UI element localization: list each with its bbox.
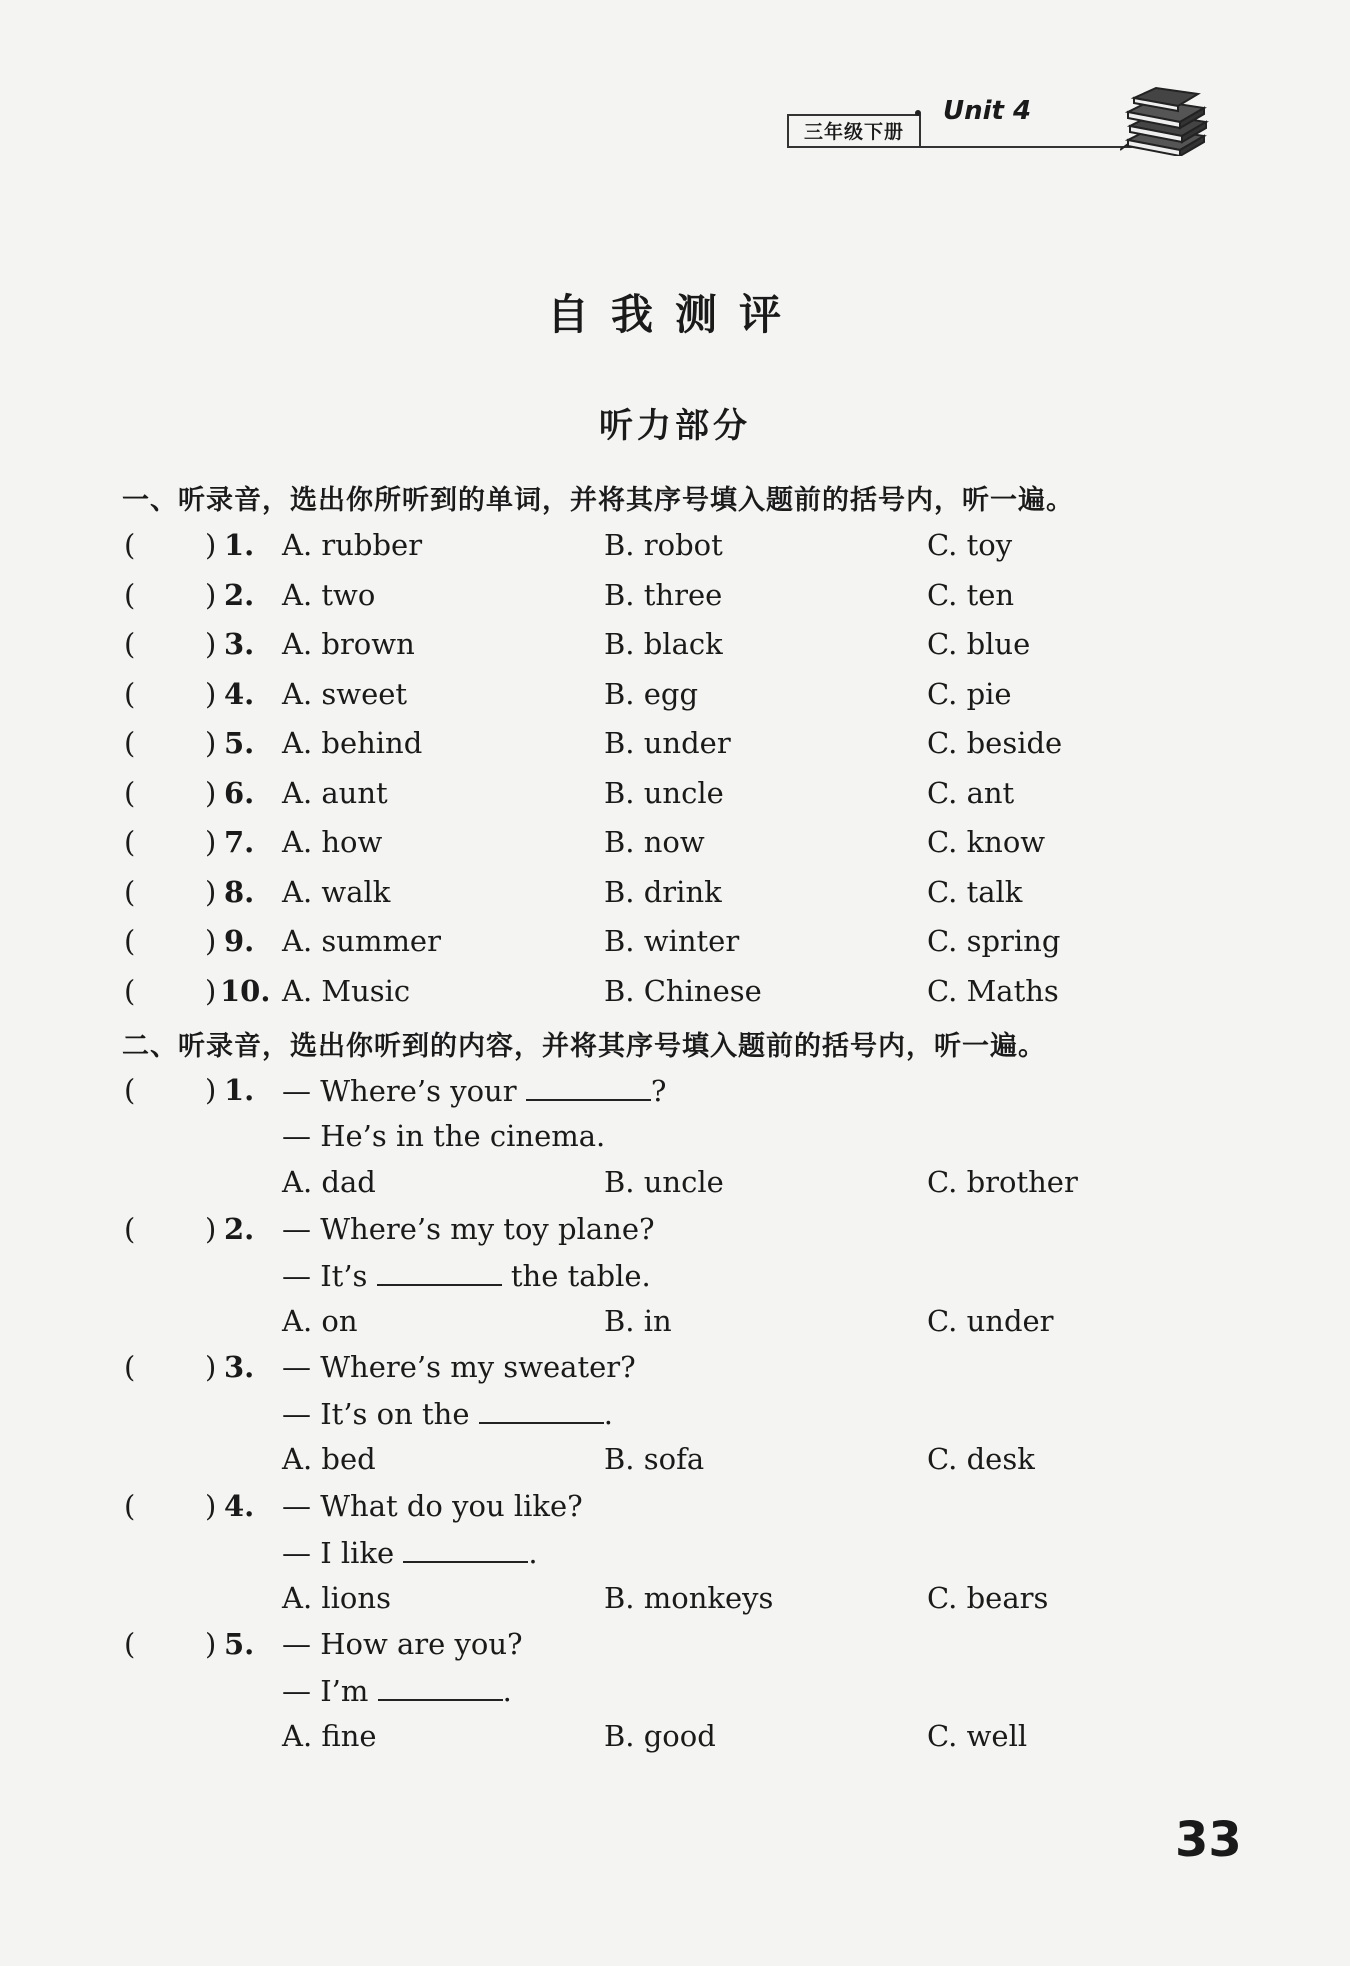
answer-paren-open[interactable]: ( [124, 676, 136, 711]
question-row [0, 776, 1350, 820]
option-a: A. behind [282, 726, 423, 760]
question-row [0, 875, 1350, 919]
answer-text-end: . [603, 1397, 613, 1431]
unit-label: Unit 4 [943, 96, 1032, 126]
option-b: B. under [604, 726, 731, 760]
answer-paren-open[interactable]: ( [124, 577, 136, 612]
answer-line [282, 1119, 605, 1153]
option-c: C. beside [927, 726, 1063, 760]
question-row [0, 1073, 1350, 1117]
option-c: C. pie [927, 676, 1012, 711]
answer-paren-open[interactable]: ( [124, 874, 136, 909]
answer-line [282, 1258, 651, 1293]
answer-paren-open[interactable]: ( [124, 1488, 136, 1523]
answer-blank-line[interactable] [378, 1673, 503, 1701]
grade-label: 三年级下册 [787, 114, 921, 148]
option-a: A. summer [282, 924, 441, 958]
question-line [282, 1627, 523, 1661]
question-line [282, 1489, 583, 1523]
answer-paren-open[interactable]: ( [124, 775, 136, 810]
question-text: — Where’s my toy plane? [282, 1211, 655, 1246]
option-b: B. uncle [604, 775, 724, 810]
section1-heading: 一、听录音，选出你所听到的单词，并将其序号填入题前的括号内，听一遍。 [122, 485, 1074, 516]
header-rule [787, 146, 1132, 148]
answer-paren-open[interactable]: ( [124, 1627, 136, 1661]
answer-paren-open[interactable]: ( [124, 1211, 136, 1246]
option-c: C. under [927, 1303, 1054, 1338]
header-dot [915, 110, 921, 116]
answer-paren-open[interactable]: ( [124, 627, 136, 661]
answer-text-end: . [502, 1674, 512, 1708]
question-number: 3. [224, 627, 255, 661]
question-text: — How are you? [282, 1627, 523, 1661]
option-a: A. lions [282, 1580, 391, 1615]
answer-paren-close: ) [205, 1350, 217, 1384]
question-number: 10. [220, 973, 271, 1008]
answer-paren-close: ) [205, 726, 217, 760]
answer-paren-close: ) [205, 1073, 217, 1107]
options-row [0, 1304, 1350, 1348]
option-a: A. rubber [282, 528, 423, 562]
option-a: A. on [282, 1303, 358, 1338]
question-row [0, 677, 1350, 721]
answer-text: — I’m [282, 1674, 378, 1708]
option-a: A. walk [282, 874, 391, 909]
option-a: A. Music [282, 973, 411, 1008]
question-text: — Where’s my sweater? [282, 1350, 636, 1384]
answer-paren-close: ) [205, 874, 217, 909]
option-a: A. brown [282, 627, 415, 661]
answer-text: — I like [282, 1535, 404, 1570]
option-c: C. spring [927, 924, 1061, 958]
question-row [0, 578, 1350, 622]
question-line [282, 1350, 636, 1384]
answer-line [282, 1673, 512, 1708]
answer-line-row [0, 1673, 1350, 1717]
option-b: B. black [604, 627, 723, 661]
question-number: 3. [224, 1350, 255, 1384]
question-number: 8. [224, 874, 255, 909]
answer-paren-close: ) [205, 1627, 217, 1661]
option-c: C. ten [927, 577, 1015, 612]
answer-line [282, 1535, 538, 1570]
question-number: 7. [224, 825, 255, 859]
answer-paren-close: ) [205, 676, 217, 711]
option-a: A. two [282, 577, 376, 612]
option-c: C. know [927, 825, 1046, 859]
question-row [0, 1350, 1350, 1394]
answer-paren-open[interactable]: ( [124, 726, 136, 760]
answer-blank-line[interactable] [526, 1073, 651, 1101]
answer-text-end: . [528, 1535, 538, 1570]
question-number: 4. [224, 1488, 255, 1523]
question-number: 2. [224, 577, 255, 612]
option-b: B. uncle [604, 1165, 724, 1199]
option-b: B. monkeys [604, 1580, 774, 1615]
question-row [0, 974, 1350, 1018]
answer-line-row [0, 1119, 1350, 1163]
answer-blank-line[interactable] [403, 1535, 528, 1563]
answer-paren-open[interactable]: ( [124, 1073, 136, 1107]
option-b: B. three [604, 577, 723, 612]
question-number: 1. [224, 1073, 255, 1107]
option-c: C. talk [927, 874, 1023, 909]
question-text: — Where’s your [282, 1074, 526, 1108]
question-line [282, 1212, 655, 1246]
option-b: B. drink [604, 874, 722, 909]
answer-paren-close: ) [205, 528, 217, 562]
answer-line [282, 1396, 613, 1431]
option-b: B. winter [604, 924, 740, 958]
answer-paren-open[interactable]: ( [124, 825, 136, 859]
question-row [0, 1489, 1350, 1533]
answer-blank-line[interactable] [377, 1258, 502, 1286]
section2-heading: 二、听录音，选出你听到的内容，并将其序号填入题前的括号内，听一遍。 [122, 1031, 1046, 1062]
options-row [0, 1581, 1350, 1625]
option-b: B. Chinese [604, 973, 762, 1008]
options-row [0, 1719, 1350, 1763]
answer-text: — It’s [282, 1258, 377, 1293]
question-number: 9. [224, 924, 255, 958]
answer-paren-close: ) [205, 825, 217, 859]
answer-paren-close: ) [205, 775, 217, 810]
answer-paren-open[interactable]: ( [124, 973, 136, 1008]
option-b: B. sofa [604, 1442, 705, 1476]
option-c: C. desk [927, 1442, 1035, 1476]
page-title: 自我测评 [546, 290, 803, 339]
option-c: C. well [927, 1719, 1028, 1753]
option-c: C. blue [927, 627, 1031, 661]
option-b: B. egg [604, 676, 699, 711]
answer-paren-close: ) [205, 973, 217, 1008]
question-row [0, 1212, 1350, 1256]
answer-text: — He’s in the cinema. [282, 1119, 606, 1153]
option-b: B. in [604, 1303, 672, 1338]
answer-blank-line[interactable] [479, 1396, 604, 1424]
options-row [0, 1165, 1350, 1209]
answer-paren-close: ) [205, 1488, 217, 1523]
option-c: C. brother [927, 1165, 1078, 1199]
question-text-end: ? [650, 1074, 667, 1108]
question-row [0, 528, 1350, 572]
question-number: 4. [224, 676, 255, 711]
answer-line-row [0, 1535, 1350, 1579]
option-b: B. good [604, 1719, 716, 1753]
question-line [282, 1073, 666, 1108]
answer-paren-close: ) [205, 1211, 217, 1246]
question-row [0, 924, 1350, 968]
answer-paren-open[interactable]: ( [124, 528, 136, 562]
option-a: A. dad [282, 1165, 376, 1199]
answer-paren-open[interactable]: ( [124, 924, 136, 958]
option-a: A. fine [282, 1719, 377, 1753]
option-b: B. robot [604, 528, 723, 562]
option-c: C. toy [927, 528, 1013, 562]
page-header [785, 96, 1210, 156]
question-number: 2. [224, 1211, 255, 1246]
options-row [0, 1442, 1350, 1486]
answer-text: — It’s on the [282, 1397, 479, 1431]
page-number: 33 [1175, 1812, 1242, 1868]
question-row [0, 627, 1350, 671]
option-a: A. sweet [282, 676, 408, 711]
option-a: A. aunt [282, 775, 388, 810]
question-number: 5. [224, 726, 255, 760]
option-c: C. ant [927, 775, 1015, 810]
answer-line-row [0, 1258, 1350, 1302]
answer-paren-open[interactable]: ( [124, 1350, 136, 1384]
answer-paren-close: ) [205, 627, 217, 661]
section-subtitle: 听力部分 [599, 406, 751, 446]
question-number: 6. [224, 775, 255, 810]
option-c: C. bears [927, 1580, 1049, 1615]
option-c: C. Maths [927, 973, 1059, 1008]
answer-paren-close: ) [205, 924, 217, 958]
question-row [0, 726, 1350, 770]
book-stack-icon [1120, 84, 1210, 156]
question-text: — What do you like? [282, 1488, 583, 1523]
question-number: 5. [224, 1627, 255, 1661]
answer-paren-close: ) [205, 577, 217, 612]
option-a: A. bed [282, 1442, 376, 1476]
question-number: 1. [224, 528, 255, 562]
option-a: A. how [282, 825, 383, 859]
question-row [0, 1627, 1350, 1671]
answer-text-end: the table. [501, 1258, 651, 1293]
question-row [0, 825, 1350, 869]
answer-line-row [0, 1396, 1350, 1440]
option-b: B. now [604, 825, 705, 859]
